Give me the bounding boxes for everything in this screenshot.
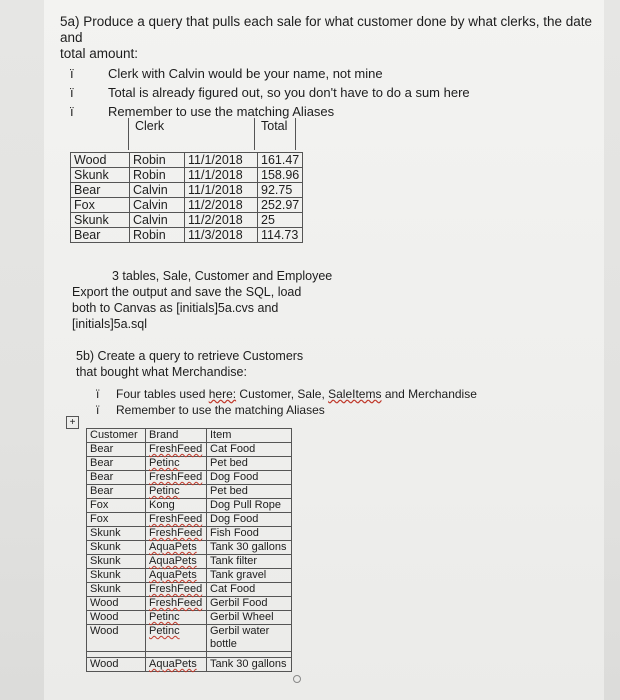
cell-customer: Bear: [71, 228, 130, 243]
part-b-heading: [76, 348, 303, 380]
table-row: [87, 471, 292, 485]
table-row: [87, 443, 292, 457]
sales-table-header: [128, 118, 296, 150]
bullet-text: Total is already figured out, so you don't have to do a sum here: [108, 85, 470, 100]
cell-clerk: Robin: [130, 153, 185, 168]
cell-item: Tank filter: [207, 555, 292, 569]
table-row: [87, 555, 292, 569]
bullet-link-saleitems: SaleItems: [328, 387, 382, 401]
bullet-icon: ï: [70, 85, 74, 100]
cell-date: 11/1/2018: [185, 183, 258, 198]
part-a-heading-line2: and: [60, 30, 83, 45]
table-row: [87, 527, 292, 541]
table-row: [87, 597, 292, 611]
cell-date: 11/3/2018: [185, 228, 258, 243]
cell-customer: Skunk: [87, 555, 146, 569]
table-resize-handle-icon[interactable]: [293, 675, 301, 683]
cell-item: Cat Food: [207, 583, 292, 597]
cell-clerk: Calvin: [130, 183, 185, 198]
cell-item: Tank 30 gallons: [207, 658, 292, 672]
cell-clerk: Calvin: [130, 213, 185, 228]
table-row: [71, 168, 303, 183]
cell-total: 252.97: [258, 198, 303, 213]
cell-brand: AquaPets: [146, 569, 207, 583]
bullet-icon: ï: [70, 66, 74, 81]
part-b-heading-line1: 5b) Create a query to retrieve Customers: [76, 349, 304, 363]
cell-brand: Kong: [146, 499, 207, 513]
cell-customer: Bear: [87, 485, 146, 499]
cell-brand: Petinc: [146, 485, 207, 499]
cell-clerk: Robin: [130, 228, 185, 243]
cell-item: Tank gravel: [207, 569, 292, 583]
bullet-item: [70, 66, 590, 81]
table-row: [87, 513, 292, 527]
cell-clerk: Robin: [130, 168, 185, 183]
cell-customer: Fox: [87, 513, 146, 527]
cell-brand: Petinc: [146, 625, 207, 652]
cell-item: Pet bed: [207, 457, 292, 471]
cell-item: Pet bed: [207, 485, 292, 499]
table-row: [71, 183, 303, 198]
table-row: [87, 625, 292, 652]
cell-customer: Bear: [71, 183, 130, 198]
table-row: [87, 611, 292, 625]
table-row: [87, 569, 292, 583]
cell-brand: Petinc: [146, 611, 207, 625]
cell-brand: Petinc: [146, 457, 207, 471]
cell-customer: Skunk: [87, 541, 146, 555]
cell-total: 114.73: [258, 228, 303, 243]
bullet-text: Clerk with Calvin would be your name, not mine: [108, 66, 383, 81]
cell-item: Dog Food: [207, 513, 292, 527]
cell-customer: Bear: [87, 471, 146, 485]
cell-brand: FreshFeed: [146, 527, 207, 541]
cell-brand: FreshFeed: [146, 471, 207, 485]
cell-brand: AquaPets: [146, 541, 207, 555]
cell-clerk: Calvin: [130, 198, 185, 213]
part-a-heading-line1: 5a) Produce a query that pulls each sale for what customer done by what clerks, the date: [60, 14, 593, 29]
bullet-item: [96, 402, 477, 418]
table-row: [71, 153, 303, 168]
table-move-handle-icon[interactable]: +: [66, 416, 79, 429]
cell-customer: Wood: [87, 597, 146, 611]
sales-table: [70, 152, 303, 243]
header-item: Item: [207, 429, 292, 443]
part-a-note: [72, 268, 332, 332]
bullet-icon: ï: [96, 387, 100, 401]
note-line: [initials]5a.sql: [72, 317, 148, 331]
part-a-heading: [60, 14, 600, 62]
bullet-link-here: here:: [208, 387, 237, 401]
bullet-text: Remember to use the matching Aliases: [108, 104, 335, 119]
bullet-item: [70, 104, 590, 119]
cell-date: 11/2/2018: [185, 213, 258, 228]
cell-brand: FreshFeed: [146, 443, 207, 457]
bullet-text-part: Four tables used: [116, 387, 209, 401]
cell-item: Gerbil Wheel: [207, 611, 292, 625]
header-total: Total: [261, 119, 288, 133]
note-line: Export the output and save the SQL, load: [72, 285, 302, 299]
table-row: [87, 499, 292, 513]
cell-item: Dog Pull Rope: [207, 499, 292, 513]
cell-customer: Skunk: [71, 168, 130, 183]
cell-brand: AquaPets: [146, 555, 207, 569]
header-clerk: Clerk: [135, 119, 165, 133]
table-row: [71, 213, 303, 228]
cell-item: Fish Food: [207, 527, 292, 541]
header-customer: Customer: [87, 429, 146, 443]
bullet-item: [96, 386, 477, 402]
part-a-heading-line3: total amount:: [60, 46, 139, 61]
bullet-item: [70, 85, 590, 100]
cell-customer: Wood: [71, 153, 130, 168]
table-row: [71, 228, 303, 243]
cell-item: Gerbil Food: [207, 597, 292, 611]
cell-customer: Bear: [87, 457, 146, 471]
cell-customer: Skunk: [71, 213, 130, 228]
bullet-text-part: and Merchandise: [381, 387, 477, 401]
bullet-text-part: Customer, Sale,: [236, 387, 329, 401]
cell-brand: FreshFeed: [146, 583, 207, 597]
cell-item: Cat Food: [207, 443, 292, 457]
cell-customer: Fox: [71, 198, 130, 213]
table-row: [87, 457, 292, 471]
cell-date: 11/2/2018: [185, 198, 258, 213]
cell-customer: Wood: [87, 658, 146, 672]
cell-customer: Skunk: [87, 583, 146, 597]
note-line: both to Canvas as [initials]5a.cvs and: [72, 301, 279, 315]
cell-customer: Bear: [87, 443, 146, 457]
cell-customer: Wood: [87, 625, 146, 652]
table-row: [87, 658, 292, 672]
part-b-bullets: [96, 386, 477, 418]
cell-item: Tank 30 gallons: [207, 541, 292, 555]
bullet-icon: ï: [70, 104, 74, 119]
cell-total: 25: [258, 213, 303, 228]
table-row: [87, 583, 292, 597]
bullet-icon: ï: [96, 403, 100, 417]
cell-date: 11/1/2018: [185, 153, 258, 168]
note-line: 3 tables, Sale, Customer and Employee: [112, 269, 333, 283]
cell-item: Dog Food: [207, 471, 292, 485]
bullet-text: Remember to use the matching Aliases: [116, 403, 325, 417]
cell-customer: Skunk: [87, 527, 146, 541]
table-row: [87, 541, 292, 555]
bullet-text: [116, 386, 477, 402]
table-row: [71, 198, 303, 213]
part-b-heading-line2: that bought what Merchandise:: [76, 365, 247, 379]
cell-customer: Wood: [87, 611, 146, 625]
cell-customer: Skunk: [87, 569, 146, 583]
merchandise-table: [86, 428, 292, 672]
cell-item: Gerbil water bottle: [207, 625, 292, 652]
cell-date: 11/1/2018: [185, 168, 258, 183]
cell-brand: AquaPets: [146, 658, 207, 672]
table-header-row: [87, 429, 292, 443]
cell-brand: FreshFeed: [146, 513, 207, 527]
table-row: [87, 485, 292, 499]
header-brand: Brand: [146, 429, 207, 443]
cell-total: 158.96: [258, 168, 303, 183]
cell-customer: Fox: [87, 499, 146, 513]
cell-total: 161.47: [258, 153, 303, 168]
cell-total: 92.75: [258, 183, 303, 198]
part-a-bullets: [70, 66, 590, 119]
cell-brand: FreshFeed: [146, 597, 207, 611]
